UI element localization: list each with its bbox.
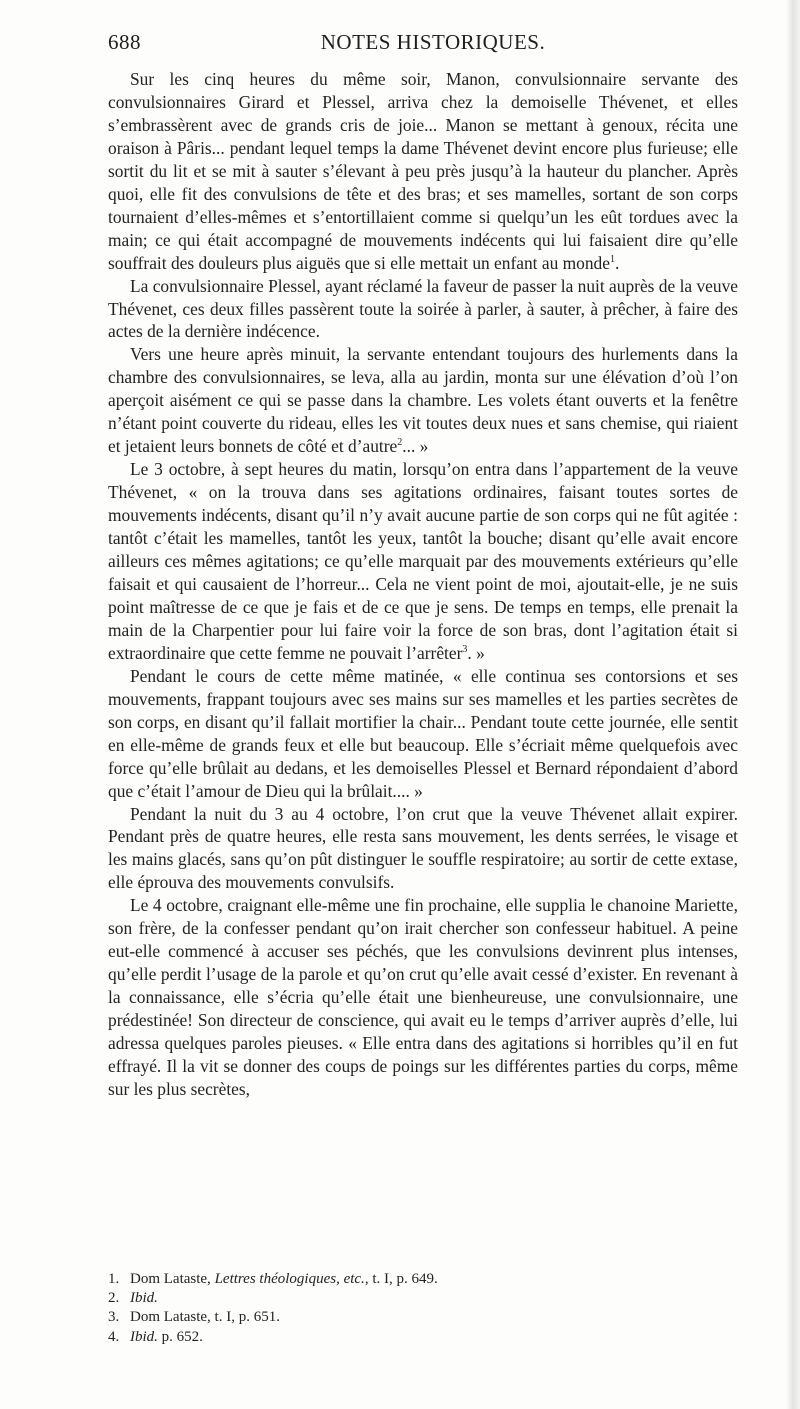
paragraph [108, 68, 738, 275]
footnote-number: 3. [108, 1309, 120, 1326]
paragraph-text: Le 4 octobre, craignant elle-même une fin prochaine, elle supplia le chanoine Mariette, son frère, de la confesser pendant qu’on irait chercher son confesseur habituel. A peine eut-elle commencé à accuser ses péchés, que les convulsions devinrent plus intenses, qu’elle perdit l’usage de la parole et qu’on crut qu’elle avait cessé d’exister. En revenant à la connaissance, elle s’écria qu’elle était une bienheureuse, une convulsionnaire, une prédestinée! Son directeur de conscience, qui avait eu le temps d’arriver auprès d’elle, lui adressa quelques paroles pieuses. « Elle entra dans des agitations si horribles qu’il en fut effrayé. Il la vit se donner des coups de poings sur les différentes parties du corps, même sur les plus secrètes, [108, 895, 738, 1099]
footnote-text: , t. I, p. 649. [364, 1271, 438, 1287]
paragraph-text: Pendant le cours de cette même matinée, « elle continua ses contorsions et ses mouvements, frappant toujours avec ses mains sur ses mamelles et les parties secrètes de son corps, en disant qu’il fallait mortifier la chair... Pendant toute cette journée, elle sentit en elle-même de grands feux et elle but beaucoup. Elle s’écriait même quelquefois avec force qu’elle brûlait au dedans, et les demoiselles Plessel et Bernard répondaient d’abord que c’était l’amour de Dieu qui la brûlait.... » [108, 665, 738, 801]
paragraph [108, 458, 738, 665]
paragraph-tail: ... » [402, 436, 429, 457]
paragraph-text: La convulsionnaire Plessel, ayant réclamé la faveur de passer la nuit auprès de la veuve Thévenet, ces deux filles passèrent toute la soirée à parler, à sauter, à prêcher, à faire des actes de la dernière indécence. [108, 275, 738, 342]
paragraph [108, 343, 738, 458]
body-text [108, 68, 738, 1101]
page-edge-shadow [786, 0, 800, 1409]
paragraph [108, 275, 738, 344]
footnote [108, 1328, 738, 1347]
page-header [108, 30, 738, 60]
footnote-number: 4. [108, 1328, 120, 1345]
paragraph [108, 894, 738, 1101]
paragraph [108, 665, 738, 803]
footnote [108, 1308, 738, 1327]
footnotes [108, 1270, 738, 1347]
page-number: 688 [108, 30, 141, 54]
paragraph-tail: . [614, 252, 620, 273]
footnote-text: Dom Lataste, [130, 1271, 215, 1287]
footnote-title: Ibid. [130, 1290, 158, 1307]
footnote-ref: 1 [609, 253, 615, 265]
footnote [108, 1270, 738, 1289]
paragraph-text: Le 3 octobre, à sept heures du matin, lorsqu’on entra dans l’appartement de la veuve Thévenet, « on la trouva dans ses agitations ordinaires, faisant toutes sortes de mouvements indécents, disant qu’il n’y avait aucune partie de son corps qui ne fût agitée : tantôt c’était les mamelles, tantôt les yeux, tantôt la bouche; disant qu’elle avait encore ailleurs ces mêmes agitations; ce qu’elle marquait par des mouvements extérieurs qu’elle faisait et qui causaient de l’horreur... Cela ne vient point de moi, ajoutait-elle, je ne suis point maîtresse de ce que je fais et de ce que je sens. De temps en temps, elle prenait la main de la Charpentier pour lui faire voir la force de son bras, dont l’agitation était si extraordinaire que cette femme ne pouvait l’arrêter [108, 459, 738, 663]
paragraph-text: Sur les cinq heures du même soir, Manon, convulsionnaire servante des convulsionnaires Girard et Plessel, arriva chez la demoiselle Thévenet, et elles s’embrassèrent avec de grands cris de joie... Manon se mettant à genoux, récita une oraison à Pâris... pendant lequel temps la dame Thévenet devint encore plus furieuse; elle sortit du lit et se mit à sauter s’élevant à peu près jusqu’à la hauteur du plancher. Après quoi, elle fit des convulsions de tête et des bras; et ses mamelles, sortant de son corps tournaient d’elles-mêmes et s’entortillaient comme si quelqu’un les eût tordues avec la main; ce qui était accompagné de mouvements indécents qui lui faisaient dire qu’elle souffrait des douleurs plus aiguës que si elle mettait un enfant au monde [108, 69, 738, 273]
paragraph-text: Vers une heure après minuit, la servante entendant toujours des hurlements dans la chambre des convulsionnaires, se leva, alla au jardin, monta sur une élévation d’où l’on aperçoit aisément ce qui se passe dans la chambre. Les volets étant ouverts et la fenêtre n’étant point couverte du rideau, elles les vit toutes deux nues et sans chemise, qui riaient et jetaient leurs bonnets de côté et d’autre [108, 344, 738, 457]
footnote-ref: 2 [397, 437, 403, 449]
footnote [108, 1289, 738, 1308]
paragraph-text: Pendant la nuit du 3 au 4 octobre, l’on crut que la veuve Thévenet allait expirer. Pendant près de quatre heures, elle resta sans mouvement, les dents serrées, le visage et les mains glacés, sans qu’on pût distinguer le souffle respiratoire; au sortir de cette extase, elle éprouva des mouvements convulsifs. [108, 803, 738, 893]
footnote-title: Ibid. [130, 1328, 158, 1345]
paragraph [108, 803, 738, 895]
footnote-text: Dom Lataste, t. I, p. 651. [130, 1309, 280, 1326]
footnote-number: 1. [108, 1271, 120, 1287]
footnote-text: p. 652. [157, 1328, 203, 1345]
footnote-ref: 3 [462, 644, 468, 656]
footnote-number: 2. [108, 1290, 120, 1307]
running-title: NOTES HISTORIQUES. [320, 30, 546, 54]
footnote-title: Lettres théologiques, etc. [214, 1271, 365, 1287]
paragraph-tail: . » [467, 642, 485, 663]
